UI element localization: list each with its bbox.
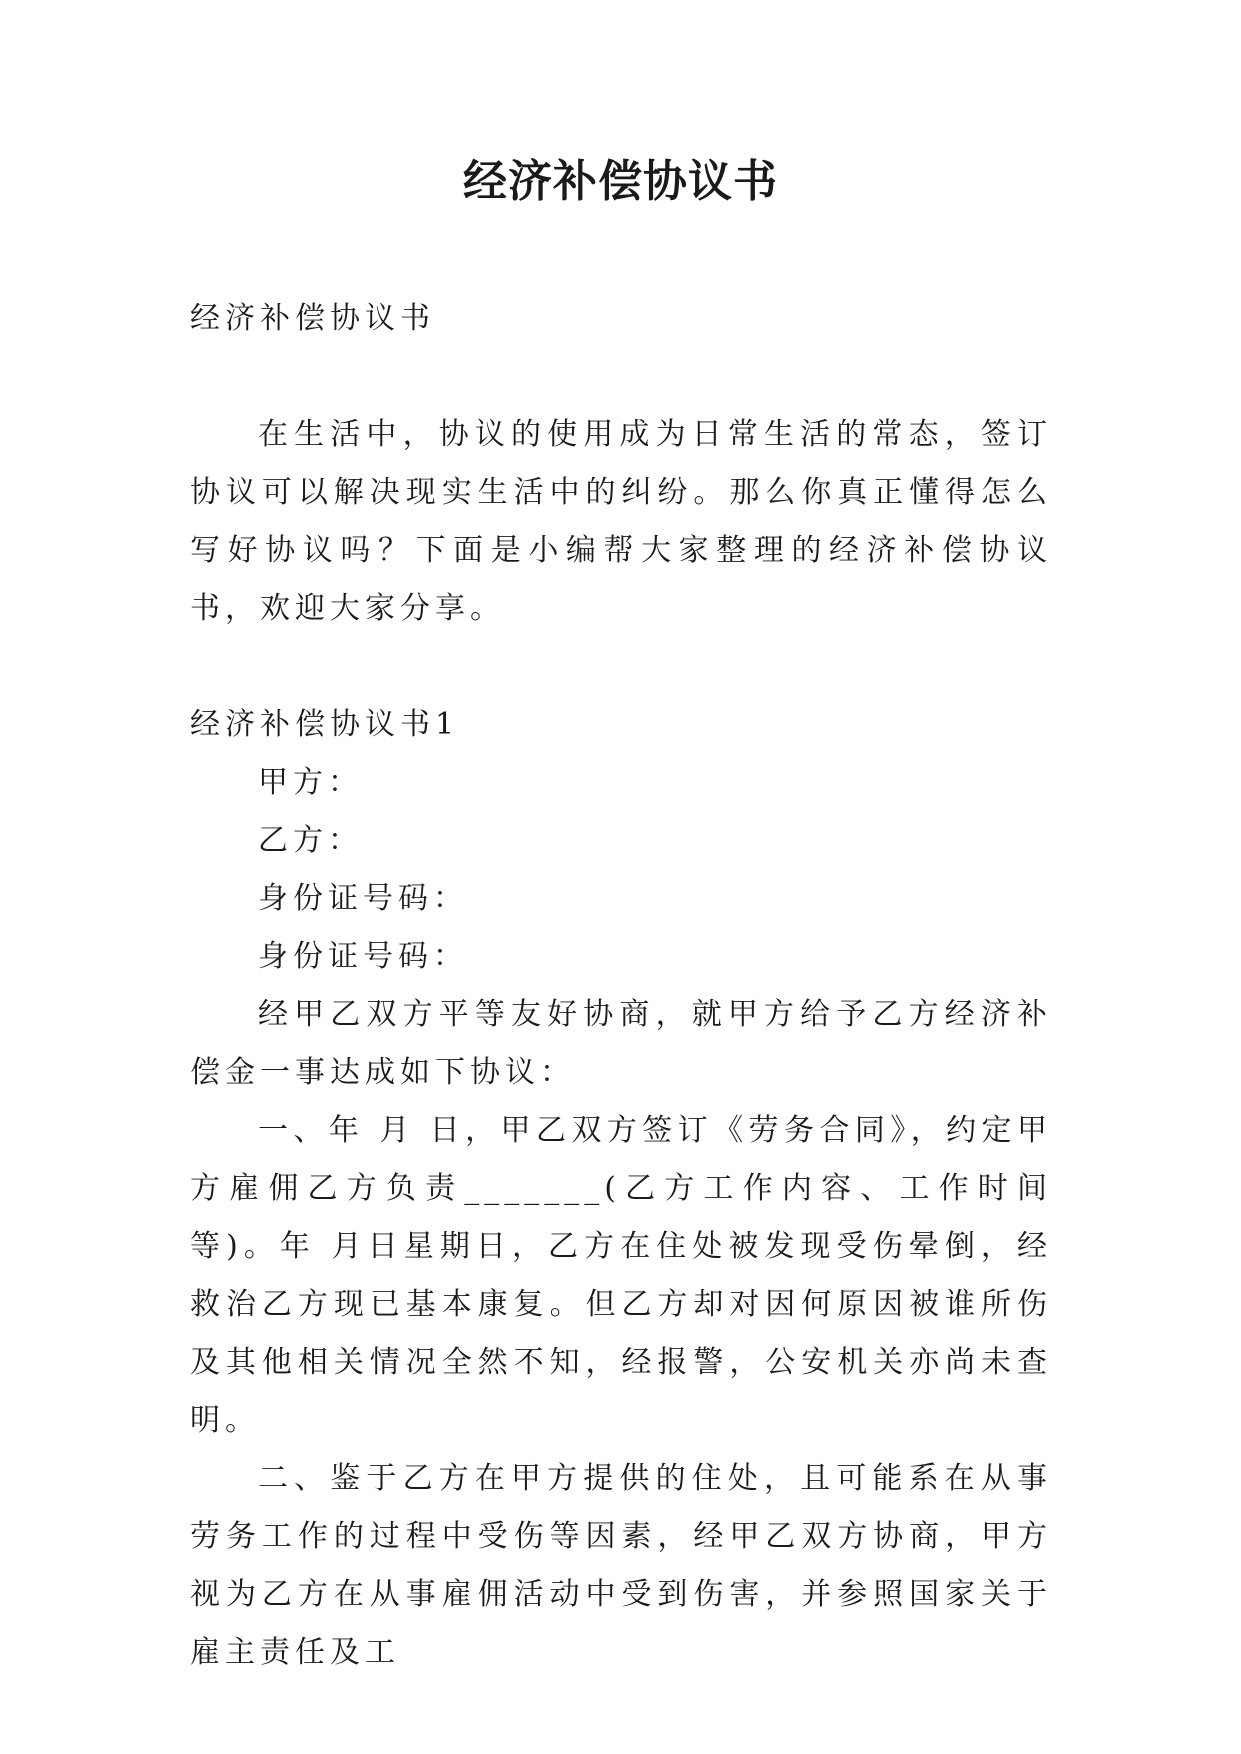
intro-paragraph: 在生活中，协议的使用成为日常生活的常态，签订协议可以解决现实生活中的纠纷。那么你真正懂得怎么写好协议吗？下面是小编帮大家整理的经济补偿协议书，欢迎大家分享。 [190, 417, 1052, 626]
document-body [190, 290, 1052, 1682]
document-title: 经济补偿协议书 [463, 156, 778, 207]
party-b-line: 乙方： [258, 823, 363, 858]
party-a-line: 甲方： [258, 765, 363, 800]
section-title: 经济补偿协议书1 [190, 707, 460, 742]
id-number-line-1: 身份证号码： [258, 881, 468, 916]
clause-1-paragraph: 一、年 月 日，甲乙双方签订《劳务合同》，约定甲方雇佣乙方负责_______(乙方工作内容、工作时间等)。年 月日星期日，乙方在住处被发现受伤晕倒，经救治乙方现已基本康复。但乙方却对因何原因被谁所伤及其他相关情况全然不知，经报警，公安机关亦尚未查明。 [190, 1113, 1052, 1438]
preamble-paragraph: 经甲乙双方平等友好协商，就甲方给予乙方经济补偿金一事达成如下协议： [190, 997, 1052, 1090]
document-subtitle: 经济补偿协议书 [190, 301, 435, 336]
clause-2-paragraph: 二、鉴于乙方在甲方提供的住处，且可能系在从事劳务工作的过程中受伤等因素，经甲乙双方协商，甲方视为乙方在从事雇佣活动中受到伤害，并参照国家关于雇主责任及工 [190, 1461, 1052, 1670]
id-number-line-2: 身份证号码： [258, 939, 468, 974]
